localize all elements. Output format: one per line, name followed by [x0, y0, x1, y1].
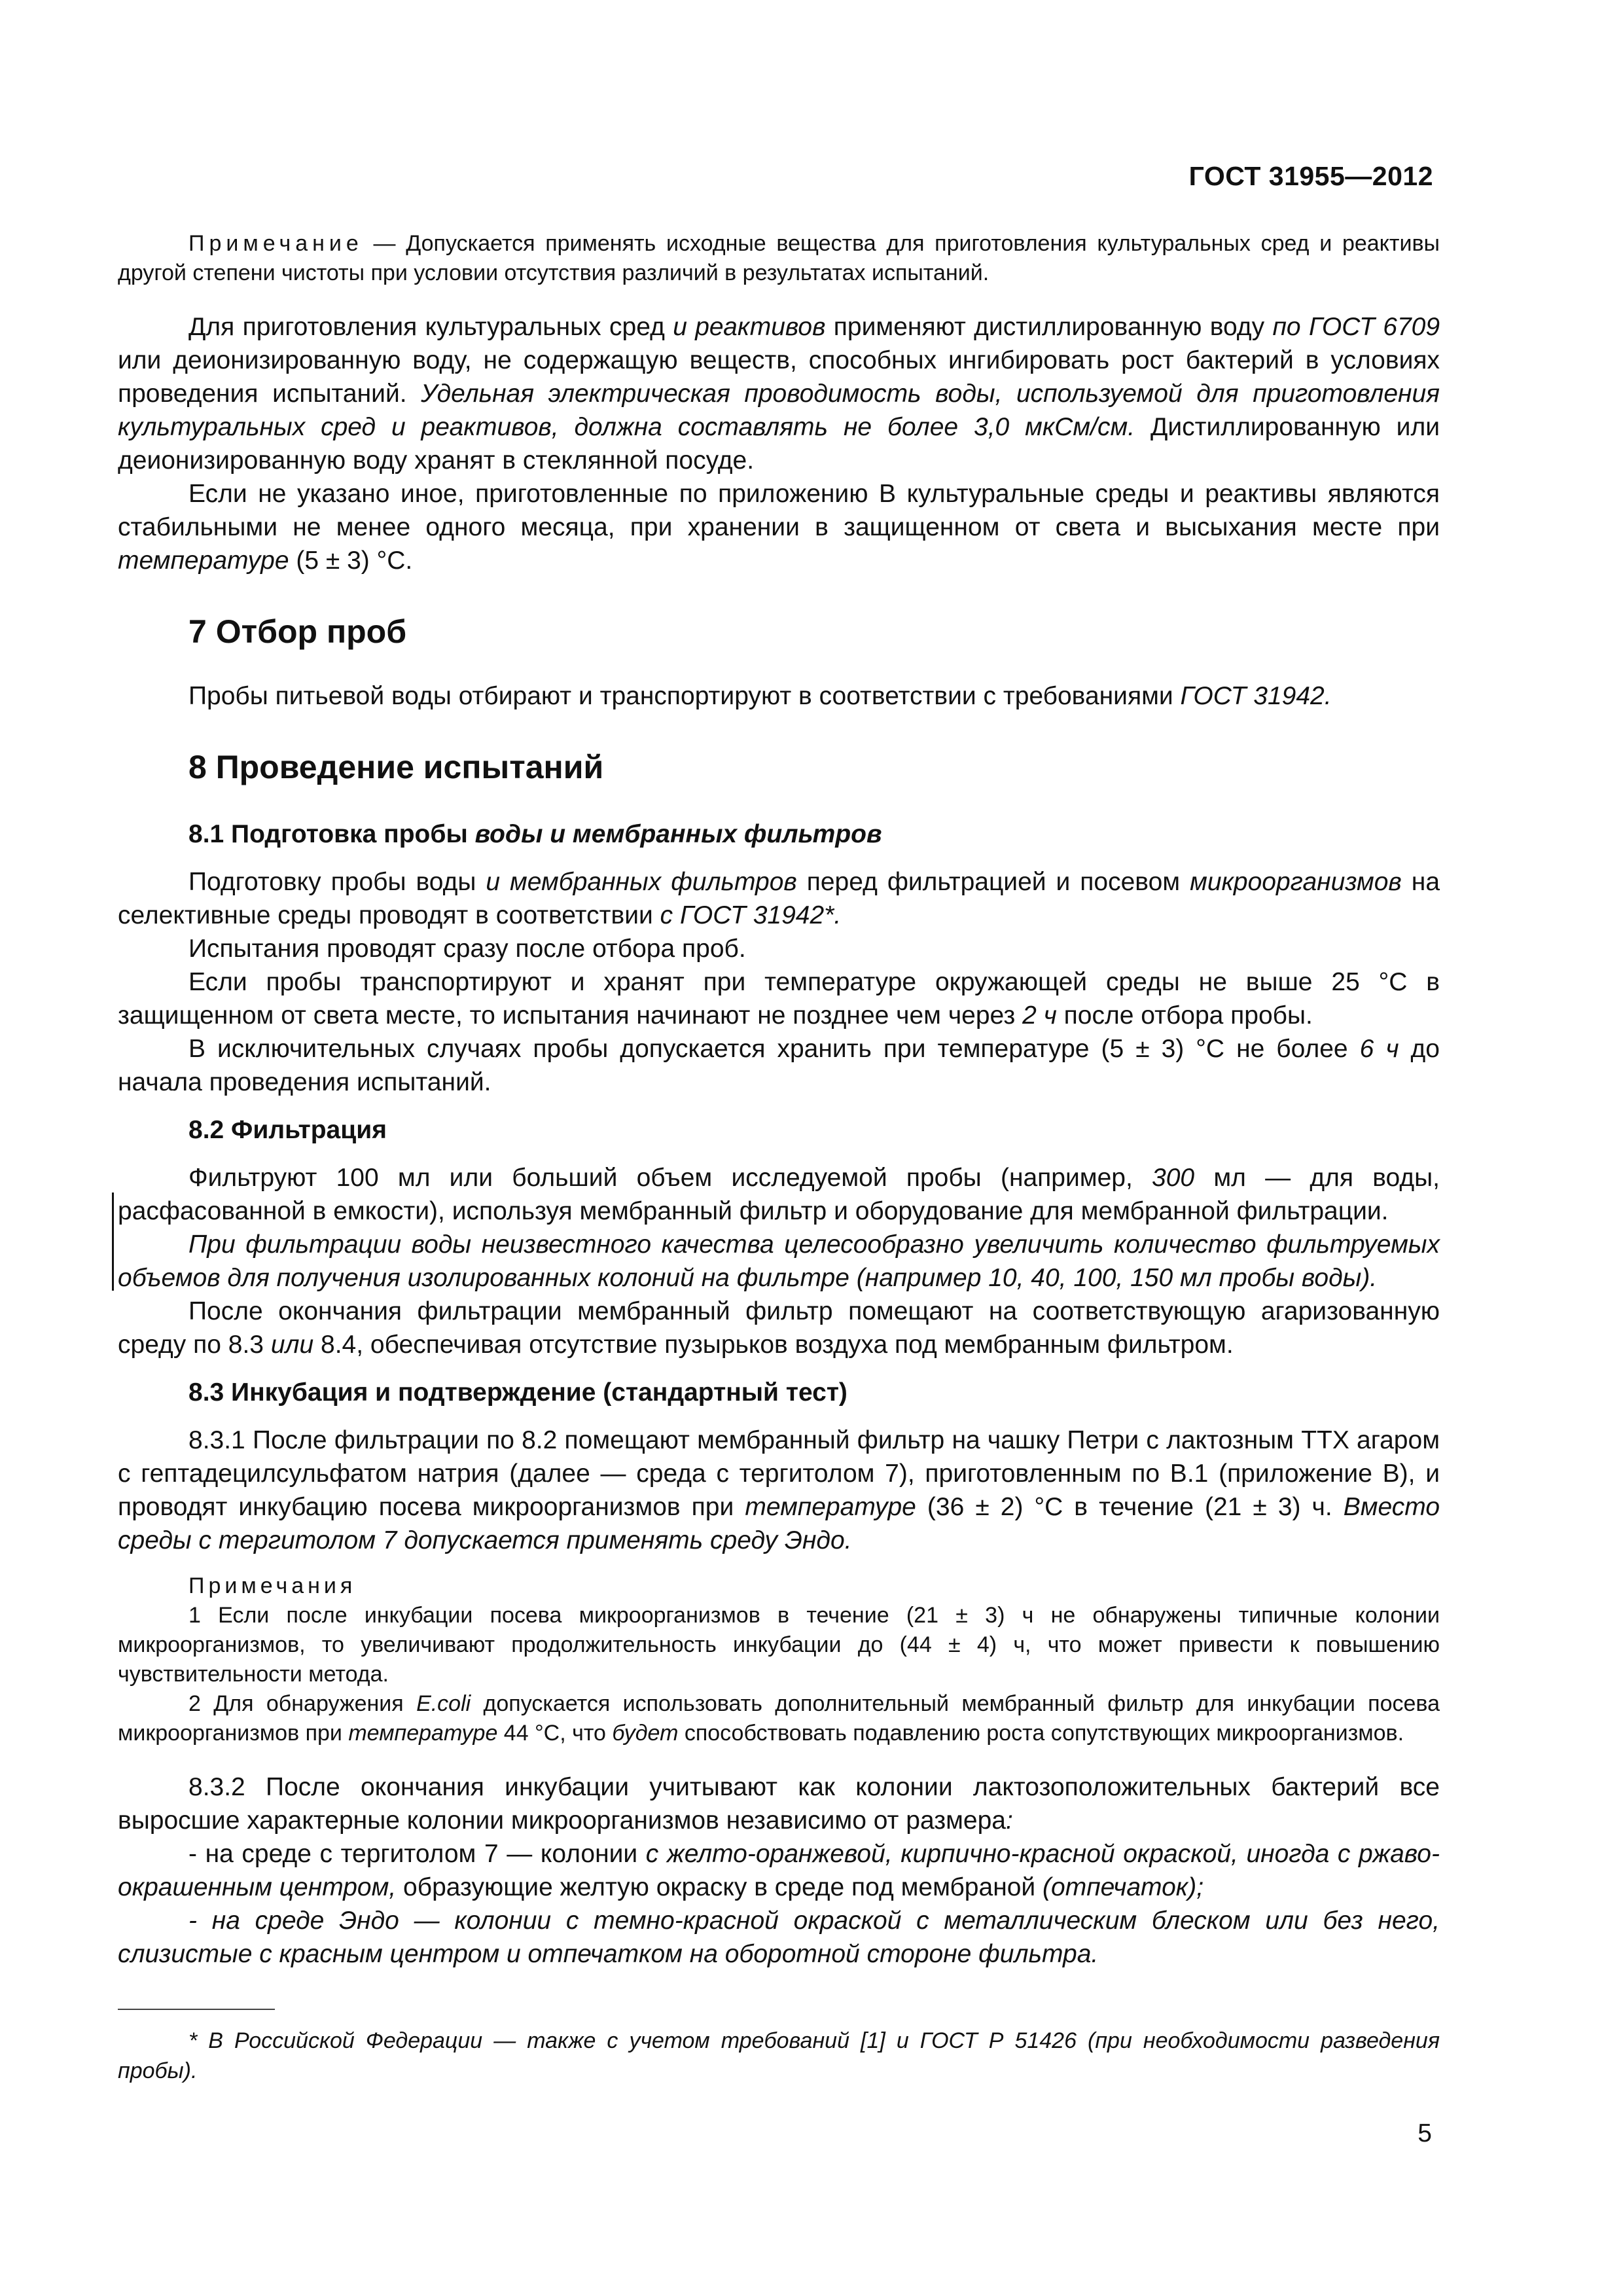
section-8-3-2-paragraph: 8.3.2 После окончания инкубации учитывают как колонии лактозоположительных бактерий все выросшие характерные колонии микроорганизмов независимо от размера: — [118, 1773, 1440, 1835]
section-8-3-heading: 8.3 Инкубация и подтверждение (стандартный тест) — [188, 1378, 847, 1407]
section-8-1-paragraph-2: Испытания проводят сразу после отбора проб. — [188, 935, 746, 963]
document-id-header: ГОСТ 31955—2012 — [1188, 161, 1433, 191]
section-8-2-paragraph-2: При фильтрации воды неизвестного качества целесообразно увеличить количество фильтруемых объемов для получения изолированных колоний на фильтре (например 10, 40, 100, 150 мл пробы воды). — [118, 1230, 1440, 1292]
note-2: 2 Для обнаружения E.coli допускается использовать дополнительный мембранный фильтр для инкубации посева микроорганизмов при температуре 44 °С, что будет способствовать подавлению роста сопутствующих микроорганизмов. — [118, 1691, 1440, 1746]
section-7-heading: 7 Отбор проб — [188, 613, 407, 650]
section-8-3-1-paragraph: 8.3.1 После фильтрации по 8.2 помещают мембранный фильтр на чашку Петри с лактозным ТТХ агаром с гептадецилсульфатом натрия (далее — среда с тергитолом 7), приготовленным по В.1 (приложение В), и проводят инкубацию посева микроорганизмов при температуре (36 ± 2) °С в течение (21 ± 3) ч. Вместо среды с тергитолом 7 допускается применять среду Эндо. — [118, 1426, 1440, 1554]
change-bar — [112, 1193, 114, 1291]
intro-paragraph-2: Если не указано иное, приготовленные по приложению В культуральные среды и реактивы являются стабильными не менее одного месяца, при хранении в защищенном от света и высыхания месте при температуре (5 ± 3) °С. — [118, 480, 1440, 575]
note-1: 1 Если после инкубации посева микроорганизмов в течение (21 ± 3) ч не обнаружены типичные колонии микроорганизмов, то увеличивают продолжительность инкубации до (44 ± 4) ч, что может привести к повышению чувствительности метода. — [118, 1603, 1440, 1687]
endo-medium-item: - на среде Эндо — колонии с темно-красной окраской с металлическим блеском или без него, слизистые с красным центром и отпечатком на оборотной стороне фильтра. — [118, 1907, 1440, 1968]
section-8-2-paragraph-1: Фильтруют 100 мл или больший объем исследуемой пробы (например, 300 мл — для воды, расфасованной в емкости), используя мембранный фильтр и оборудование для мембранной фильтрации. — [118, 1164, 1440, 1225]
tergitol-medium-item: - на среде с тергитолом 7 — колонии с желто-оранжевой, кирпично-красной окраской, иногда с ржаво-окрашенным центром, образующие желтую окраску в среде под мембраной (отпечаток); — [118, 1840, 1440, 1901]
section-8-1-paragraph-3: Если пробы транспортируют и хранят при температуре окружающей среды не выше 25 °С в защищенном от света месте, то испытания начинают не позднее чем через 2 ч после отбора пробы. — [118, 968, 1440, 1030]
section-8-1-paragraph-1: Подготовку пробы воды и мембранных фильтров перед фильтрацией и посевом микроорганизмов на селективные среды проводят в соответствии с ГОСТ 31942*. — [118, 868, 1440, 929]
note-label: Примечание — [188, 231, 363, 256]
intro-note: Примечание — Допускается применять исходные вещества для приготовления культуральных сред и реактивы другой степени чистоты при условии отсутствия различий в результатах испытаний. — [118, 231, 1440, 285]
footnote-divider — [118, 2009, 275, 2010]
intro-paragraph-1: Для приготовления культуральных сред и реактивов применяют дистиллированную воду по ГОСТ 6709 или деионизированную воду, не содержащую веществ, способных ингибировать рост бактерий в условиях проведения испытаний. Удельная электрическая проводимость воды, используемой для приготовления культуральных сред и реактивов, должна составлять не более 3,0 мкСм/см. Дистиллированную или деионизированную воду хранят в стеклянной посуде. — [118, 313, 1440, 475]
section-7-paragraph: Пробы питьевой воды отбирают и транспортируют в соответствии с требованиями ГОСТ 31942. — [188, 682, 1332, 710]
page-content — [118, 229, 1440, 2086]
section-8-2-paragraph-3: После окончания фильтрации мембранный фильтр помещают на соответствующую агаризованную среду по 8.3 или 8.4, обеспечивая отсутствие пузырьков воздуха под мембранным фильтром. — [118, 1297, 1440, 1359]
section-8-heading: 8 Проведение испытаний — [188, 749, 604, 785]
section-8-1-heading: 8.1 Подготовка пробы воды и мембранных фильтров — [188, 820, 882, 848]
notes-label: Примечания — [188, 1573, 357, 1598]
page-number: 5 — [1418, 2119, 1432, 2147]
footnote: * В Российской Федерации — также с учетом требований [1] и ГОСТ Р 51426 (при необходимости разведения пробы). — [118, 2028, 1440, 2083]
section-8-2-heading: 8.2 Фильтрация — [188, 1116, 387, 1144]
section-8-1-paragraph-4: В исключительных случаях пробы допускается хранить при температуре (5 ± 3) °С не более 6 ч до начала проведения испытаний. — [118, 1035, 1440, 1096]
